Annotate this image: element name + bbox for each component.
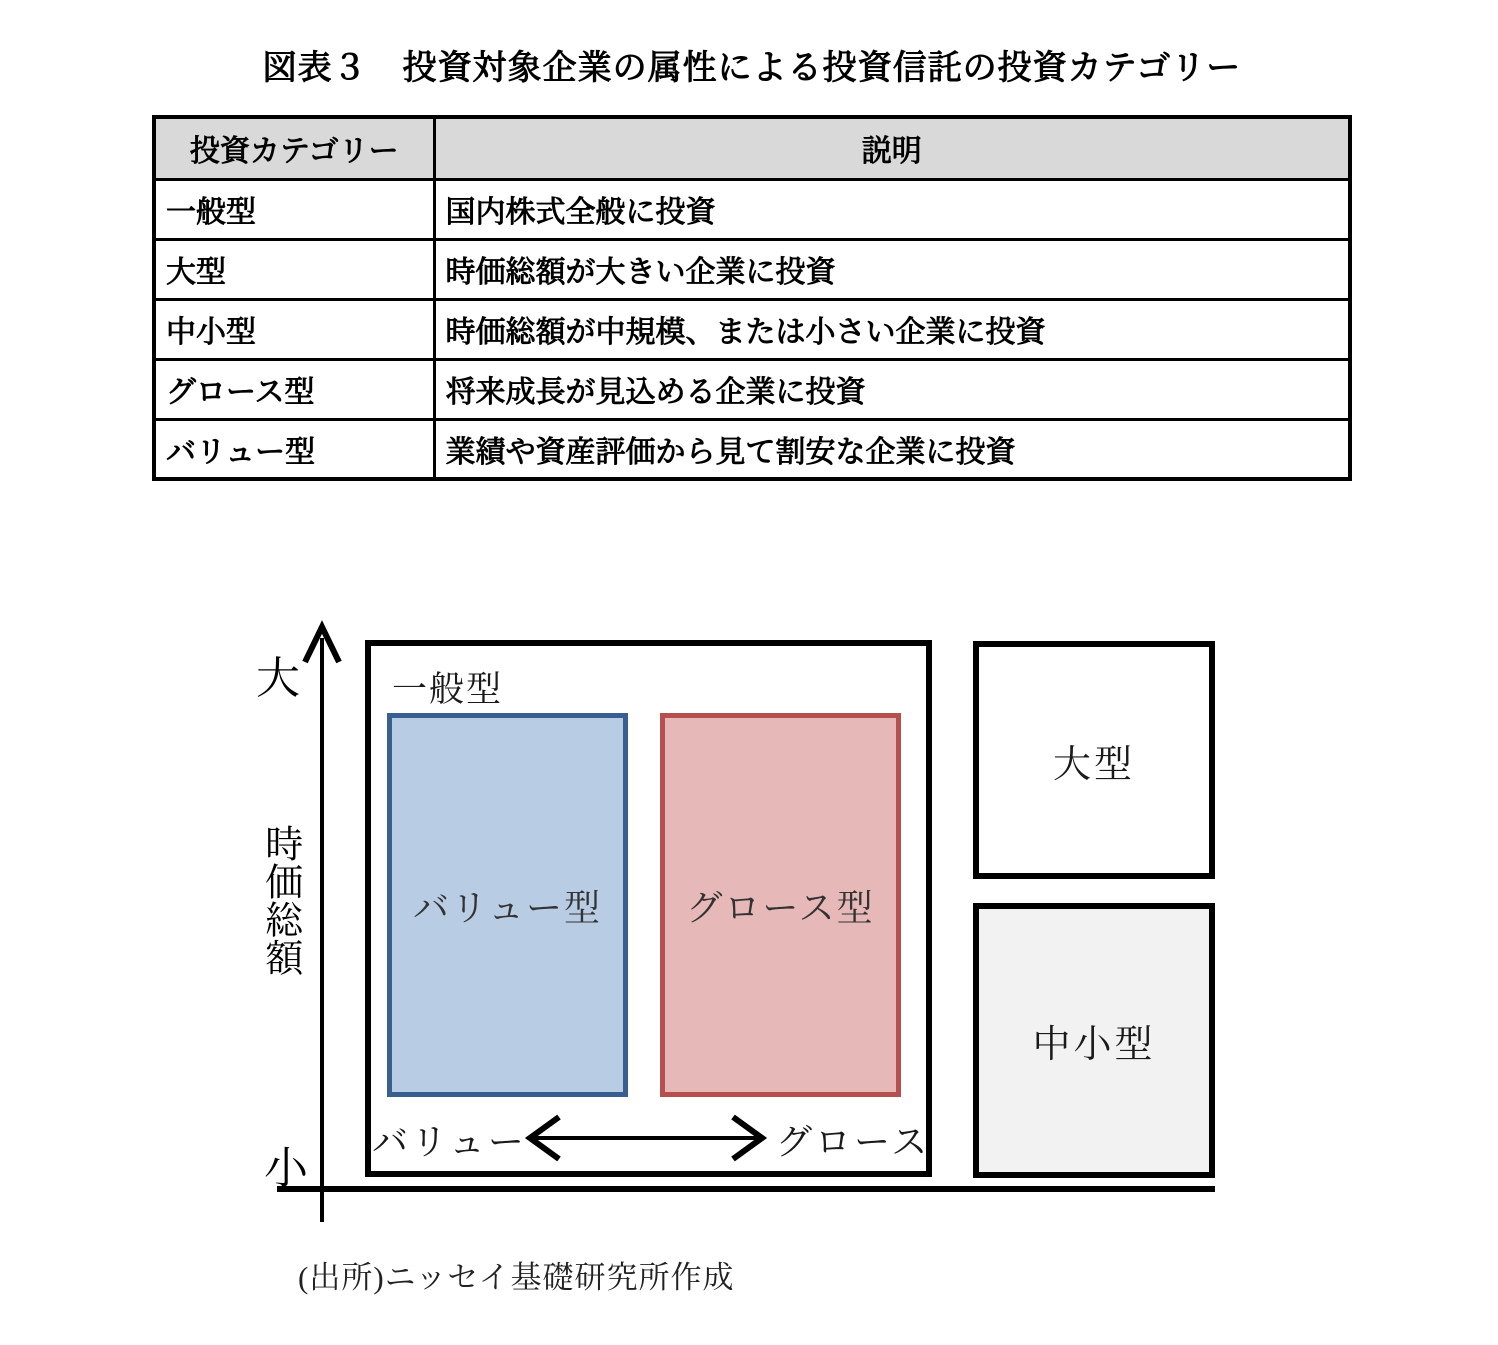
source-note: (出所)ニッセイ基礎研究所作成 — [298, 1260, 735, 1295]
header-description: 説明 — [434, 117, 1350, 179]
figure-title: 図表３ 投資対象企業の属性による投資信託の投資カテゴリー — [262, 49, 1242, 87]
table-header-row — [154, 117, 1350, 179]
large-type-box — [973, 641, 1215, 879]
cell-category: バリュー型 — [154, 419, 434, 479]
growth-type-box — [660, 713, 901, 1097]
x-axis-label-value: バリュー — [372, 1122, 527, 1162]
general-type-label: 一般型 — [392, 670, 504, 709]
table-row — [154, 359, 1350, 419]
cell-category: グロース型 — [154, 359, 434, 419]
large-type-label: 大型 — [1052, 743, 1135, 786]
cell-category: 中小型 — [154, 299, 434, 359]
cell-description: 将来成長が見込める企業に投資 — [434, 359, 1350, 419]
cell-description: 国内株式全般に投資 — [434, 179, 1350, 239]
value-type-box — [387, 713, 628, 1097]
table-row — [154, 299, 1350, 359]
y-axis-label-small: 小 — [264, 1144, 308, 1193]
midsmall-type-label: 中小型 — [1032, 1024, 1156, 1066]
cell-description: 時価総額が大きい企業に投資 — [434, 239, 1350, 299]
x-axis-label-growth: グロース — [776, 1122, 931, 1162]
cell-category: 大型 — [154, 239, 434, 299]
cell-description: 業績や資産評価から見て割安な企業に投資 — [434, 419, 1350, 479]
value-type-label: バリュー型 — [413, 887, 602, 928]
y-axis-title-market-cap: 時価総額 — [258, 824, 301, 976]
y-axis-label-large: 大 — [256, 654, 300, 703]
y-axis-arrow — [305, 627, 339, 1222]
growth-type-label: グロース型 — [686, 887, 875, 928]
midsmall-type-box — [973, 903, 1215, 1178]
category-table — [152, 115, 1352, 481]
table-row — [154, 239, 1350, 299]
cell-description: 時価総額が中規模、または小さい企業に投資 — [434, 299, 1350, 359]
cell-category: 一般型 — [154, 179, 434, 239]
table-row — [154, 179, 1350, 239]
header-category: 投資カテゴリー — [154, 117, 434, 179]
table-row — [154, 419, 1350, 479]
